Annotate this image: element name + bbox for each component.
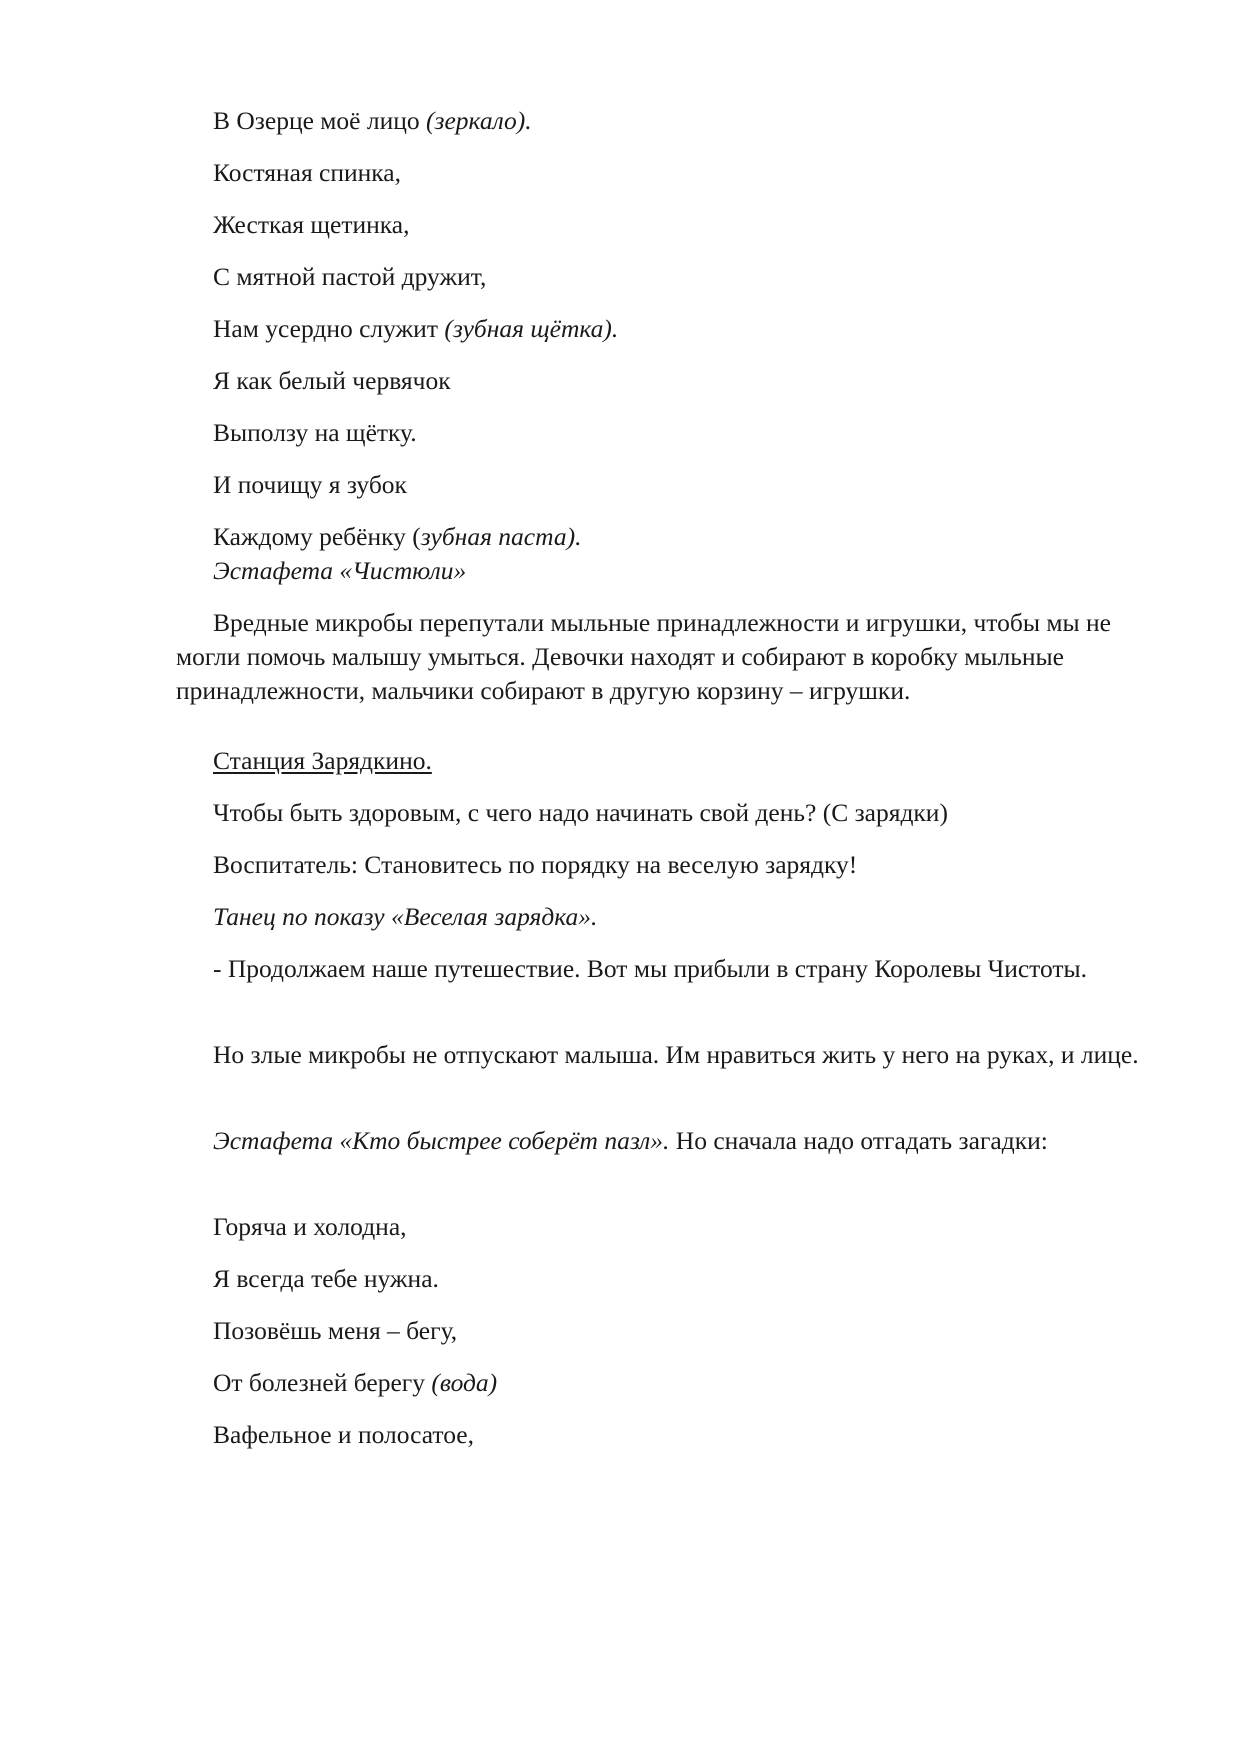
- riddle-line: [213, 104, 532, 138]
- riddle-text: В Озерце моё лицо: [213, 106, 427, 135]
- relay-description: Вредные микробы перепутали мыльные принадлежности и игрушки, чтобы мы не могли помочь малышу умыться. Девочки находят и собирают в коробку мыльные принадлежности, мальчики собирают в другую корзину – игрушки.: [176, 608, 1111, 705]
- dance-title: Танец по показу «Веселая зарядка».: [213, 902, 598, 931]
- relay2-paragraph: [176, 1124, 1146, 1158]
- riddle-line: [213, 312, 618, 346]
- riddle-line: Вафельное и полосатое,: [213, 1420, 474, 1449]
- station-title: Станция Зарядкино.: [213, 746, 432, 775]
- riddle-text: Каждому ребёнку (: [213, 522, 421, 551]
- riddle-answer: (зеркало).: [426, 106, 532, 135]
- riddle-line: Костяная спинка,: [213, 158, 402, 187]
- riddle-answer: (вода): [431, 1368, 498, 1397]
- riddle-line: [213, 1366, 497, 1400]
- riddle-answer: зубная паста).: [420, 522, 582, 551]
- relay2-title: Эстафета «Кто быстрее соберёт пазл».: [213, 1126, 670, 1155]
- riddle-line: Я как белый червячок: [213, 366, 451, 395]
- station-question: Чтобы быть здоровым, с чего надо начинать свой день? (С зарядки): [213, 798, 948, 827]
- riddle-line: С мятной пастой дружит,: [213, 262, 487, 291]
- riddle-answer: (зубная щётка).: [444, 314, 619, 343]
- relay-title: Эстафета «Чистюли»: [213, 556, 467, 585]
- journey-paragraph: - Продолжаем наше путешествие. Вот мы прибыли в страну Королевы Чистоты.: [213, 954, 1088, 983]
- riddle-text: Нам усердно служит: [213, 314, 445, 343]
- relay2-text: Но сначала надо отгадать загадки:: [669, 1126, 1048, 1155]
- riddle-line: Жесткая щетинка,: [213, 210, 410, 239]
- riddle-text: От болезней берегу: [213, 1368, 432, 1397]
- teacher-line: Воспитатель: Становитесь по порядку на веселую зарядку!: [213, 850, 858, 879]
- riddle-line: Я всегда тебе нужна.: [213, 1264, 439, 1293]
- riddle-line: Горяча и холодна,: [213, 1212, 407, 1241]
- riddle-line: Позовёшь меня – бегу,: [213, 1316, 458, 1345]
- riddle-line: Выползу на щётку.: [213, 418, 417, 447]
- microbes-paragraph: Но злые микробы не отпускают малыша. Им нравиться жить у него на руках, и лице.: [213, 1040, 1139, 1069]
- riddle-line: И почищу я зубок: [213, 470, 407, 499]
- riddle-line: [213, 520, 581, 554]
